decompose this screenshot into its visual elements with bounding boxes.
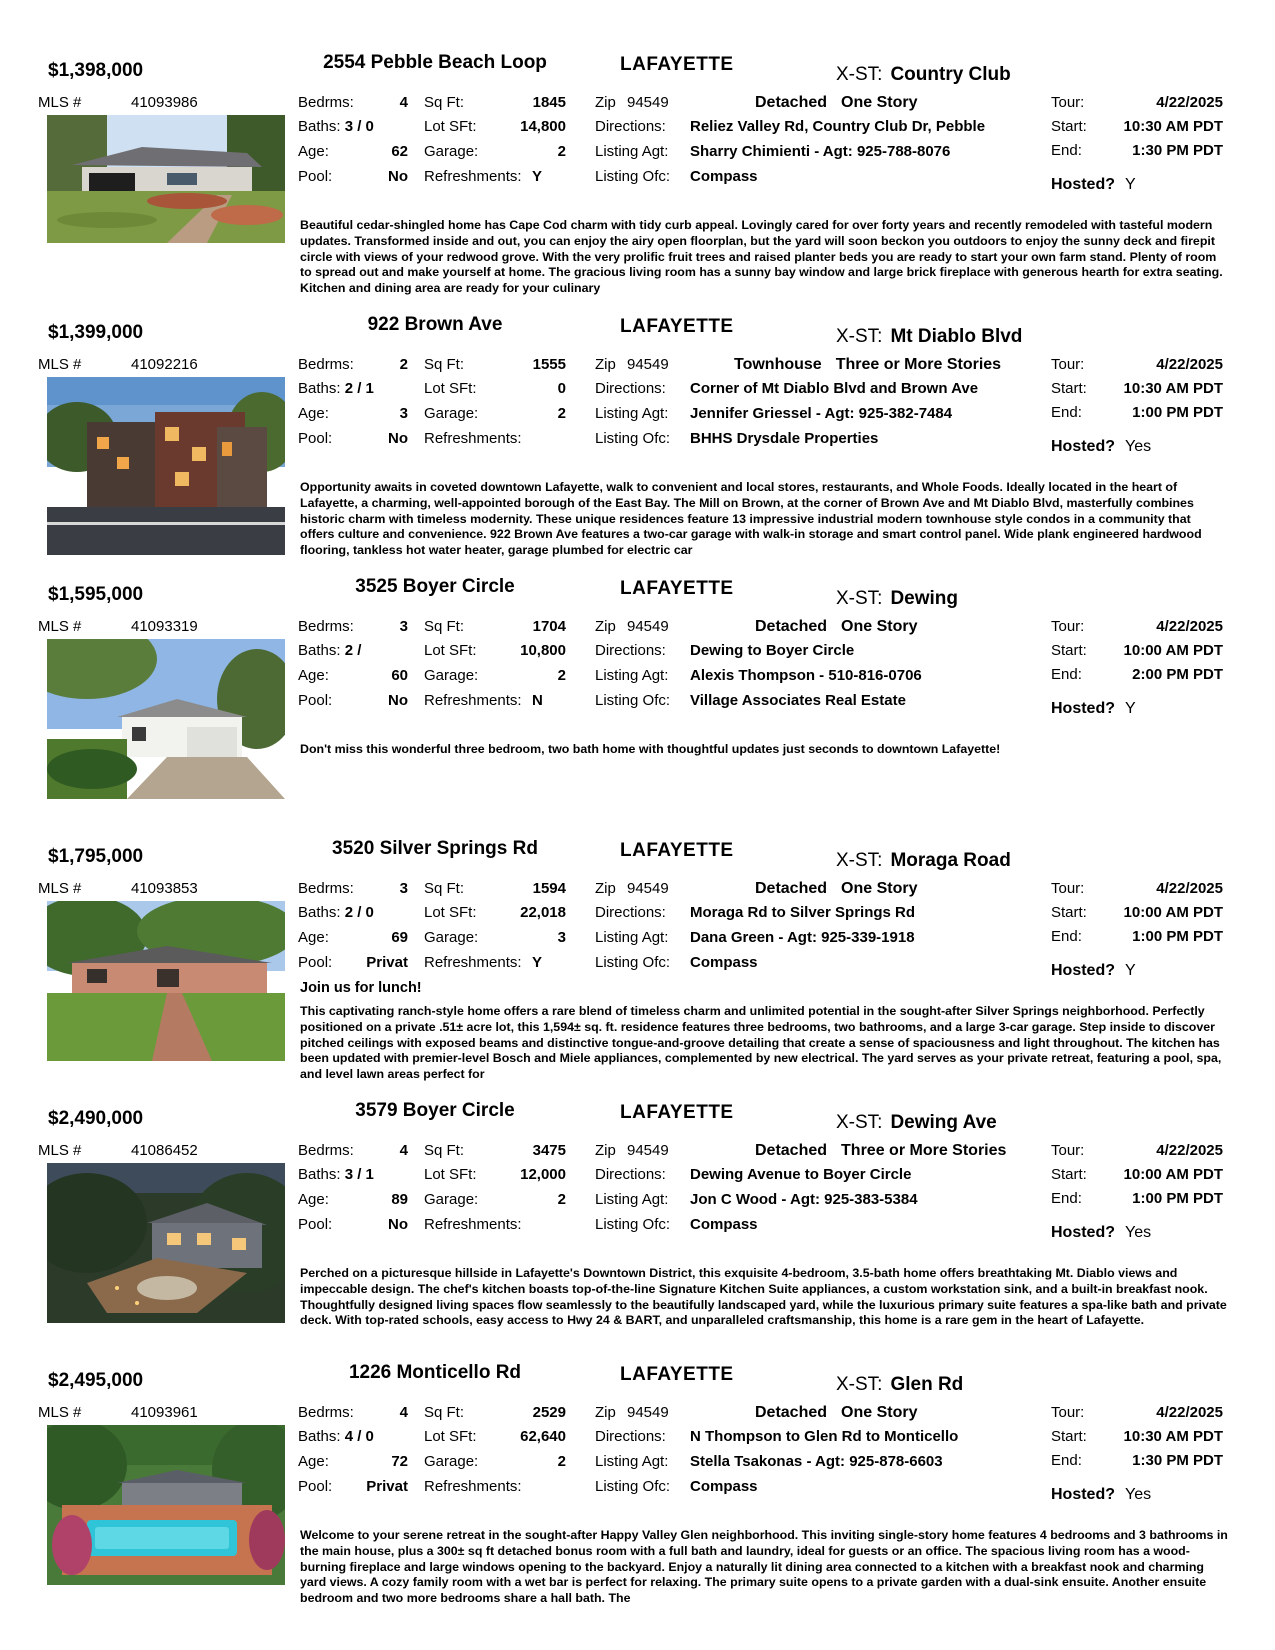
cross-street-value: Country Club	[890, 64, 1011, 85]
agent-label: Listing Agt:	[595, 1453, 669, 1470]
tour-date: 4/22/2025	[1156, 356, 1223, 373]
end-time: 1:00 PM PDT	[1132, 404, 1223, 421]
cross-street	[836, 326, 1022, 348]
listing-card	[0, 304, 1275, 566]
baths	[298, 118, 374, 135]
agent-value: Sharry Chimienti - Agt: 925-788-8076	[690, 143, 951, 160]
lot-value: 14,800	[520, 118, 566, 135]
listing-price: $1,398,000	[48, 60, 144, 81]
mls-number: 41093853	[131, 880, 198, 897]
age-label: Age:	[298, 1453, 329, 1470]
directions-value: Moraga Rd to Silver Springs Rd	[690, 904, 916, 921]
directions-label: Directions:	[595, 118, 666, 135]
zip-label: Zip	[595, 1142, 616, 1159]
listing-description: Perched on a picturesque hillside in Lafayette's Downtown District, this exquisite 4-bedroom, 3.5-bath home offers breathtaking Mt. Diablo views and impeccable design. The chef's kitchen boasts top-of-the-line Signature Kitchen Suite appliances, a custom workstation sink, and a built-in breakfast nook. Thoughtfully designed living spaces flow seamlessly to the beautifully landscaped yard, while the luxurious primary suite features a spa-like bath and private deck. With top-rated schools, easy access to Hwy 24 & BART, and unparalleled craftsmanship, this home is a rare gem in the heart of Lafayette.	[300, 1266, 1227, 1328]
end-label: End:	[1051, 142, 1082, 159]
garage-label: Garage:	[424, 1453, 479, 1470]
directions-label: Directions:	[595, 1166, 666, 1183]
listing-address: 3579 Boyer Circle	[355, 1100, 515, 1121]
listing-description: Don't miss this wonderful three bedroom, two bath home with thoughtful updates just seconds to downtown Lafayette!	[300, 742, 1001, 756]
tour-date: 4/22/2025	[1156, 1404, 1223, 1421]
bedrooms-value: 4	[399, 94, 408, 111]
baths-label: Baths:	[298, 642, 341, 659]
directions-value: Dewing to Boyer Circle	[690, 642, 855, 659]
listing-photo	[47, 115, 285, 243]
sqft-label: Sq Ft:	[424, 1404, 465, 1421]
listing-photo	[47, 377, 285, 555]
bedrooms-label: Bedrms:	[298, 880, 354, 897]
age-value: 72	[391, 1453, 408, 1470]
start-time: 10:30 AM PDT	[1123, 1428, 1223, 1445]
zip-value: 94549	[627, 1142, 669, 1159]
tour-label: Tour:	[1051, 1142, 1085, 1159]
listing-description: Welcome to your serene retreat in the sought-after Happy Valley Glen neighborhood. This inviting single-story home features 4 bedrooms and 3 bathrooms in the main house, plus a 300± sq ft detached bonus room with a full bath and laundry, ideal for guests or an office. The spacious living room has a wood-burning fireplace and large windows opening to the backyard. Enjoy a naturally lit dining area connected to a kitchen with a breakfast nook and charming yard views. A cozy family room with a wet bar is perfect for relaxing. The primary suite opens to a private garden with a dual-sink ensuite. Another ensuite bedroom and two more bedrooms share a hall bath. The	[300, 1528, 1228, 1606]
cross-street-label: X-ST:	[836, 64, 883, 85]
listing-description: Opportunity awaits in coveted downtown Lafayette, walk to convenient and local stores, restaurants, and Whole Foods. Ideally located in the heart of Lafayette, a charming, well-appointed borough of the East Bay. The Mill on Brown, at the corner of Brown Ave and Mt Diablo Blvd, masterfully combines historic charm with timeless modernity. These unique residences feature 13 impressive industrial modern townhouse style condos in a community that offers culture and convenience. 922 Brown Ave features a two-car garage with walk-in storage and smart control panel. Wide plank engineered hardwood flooring, tankless hot water heater, garage plumbed for electric car	[300, 480, 1202, 558]
end-label: End:	[1051, 1190, 1082, 1207]
lot-label: Lot SFt:	[424, 1428, 477, 1445]
zip-value: 94549	[627, 94, 669, 111]
start-time: 10:30 AM PDT	[1123, 380, 1223, 397]
age-value: 62	[391, 143, 408, 160]
office-label: Listing Ofc:	[595, 168, 671, 185]
mls-label: MLS #	[38, 1142, 82, 1159]
stories-value: One Story	[841, 1404, 918, 1421]
property-type-value: Detached	[755, 618, 828, 635]
office-label: Listing Ofc:	[595, 430, 671, 447]
stories-value: One Story	[841, 880, 918, 897]
property-type	[755, 94, 932, 112]
property-type-value: Detached	[755, 1404, 828, 1421]
tour-date: 4/22/2025	[1156, 618, 1223, 635]
zip-label: Zip	[595, 1404, 616, 1421]
sqft-label: Sq Ft:	[424, 1142, 465, 1159]
garage-value: 2	[557, 1191, 566, 1208]
listing-card	[0, 1352, 1275, 1614]
agent-label: Listing Agt:	[595, 405, 669, 422]
listing-photo	[47, 901, 285, 1061]
bedrooms-label: Bedrms:	[298, 94, 354, 111]
directions-label: Directions:	[595, 380, 666, 397]
garage-label: Garage:	[424, 929, 479, 946]
end-time: 1:30 PM PDT	[1132, 142, 1223, 159]
listing-photo	[47, 1425, 285, 1585]
office-value: Village Associates Real Estate	[690, 692, 906, 709]
hosted	[1051, 700, 1136, 718]
listing-price: $1,399,000	[48, 322, 144, 343]
end-time: 1:00 PM PDT	[1132, 1190, 1223, 1207]
lot-label: Lot SFt:	[424, 904, 477, 921]
cross-street	[836, 1374, 963, 1396]
mls-label: MLS #	[38, 880, 82, 897]
bedrooms-value: 3	[399, 618, 408, 635]
lot-value: 0	[557, 380, 566, 397]
sqft-value: 1704	[532, 618, 566, 635]
property-type-value: Detached	[755, 1142, 828, 1159]
office-label: Listing Ofc:	[595, 954, 671, 971]
hosted	[1051, 962, 1136, 980]
tour-label: Tour:	[1051, 618, 1085, 635]
sqft-value: 2529	[532, 1404, 566, 1421]
lot-label: Lot SFt:	[424, 642, 477, 659]
end-label: End:	[1051, 404, 1082, 421]
directions-label: Directions:	[595, 904, 666, 921]
bedrooms-label: Bedrms:	[298, 356, 354, 373]
refreshments-value: Y	[532, 954, 543, 971]
lot-value: 12,000	[520, 1166, 566, 1183]
mls-label: MLS #	[38, 1404, 82, 1421]
pool-value: No	[388, 1216, 408, 1233]
garage-value: 2	[557, 667, 566, 684]
baths	[298, 1428, 374, 1445]
listing-price: $1,795,000	[48, 846, 144, 867]
listing-price: $2,495,000	[48, 1370, 144, 1391]
tour-date: 4/22/2025	[1156, 1142, 1223, 1159]
office-label: Listing Ofc:	[595, 1478, 671, 1495]
listing-price: $2,490,000	[48, 1108, 144, 1129]
garage-value: 2	[557, 143, 566, 160]
hosted-label: Hosted?	[1051, 962, 1115, 979]
property-type	[755, 1142, 1020, 1160]
tour-label: Tour:	[1051, 356, 1085, 373]
end-time: 1:30 PM PDT	[1132, 1452, 1223, 1469]
zip-label: Zip	[595, 356, 616, 373]
start-label: Start:	[1051, 642, 1087, 659]
garage-label: Garage:	[424, 405, 479, 422]
end-label: End:	[1051, 666, 1082, 683]
directions-value: Corner of Mt Diablo Blvd and Brown Ave	[690, 380, 979, 397]
hosted-label: Hosted?	[1051, 1486, 1115, 1503]
age-label: Age:	[298, 667, 329, 684]
pool-value: Privat	[366, 954, 408, 971]
listing-address: 1226 Monticello Rd	[348, 1362, 522, 1383]
start-label: Start:	[1051, 904, 1087, 921]
pool-label: Pool:	[298, 430, 333, 447]
start-label: Start:	[1051, 1428, 1087, 1445]
bedrooms-value: 3	[399, 880, 408, 897]
cross-street-value: Dewing	[890, 588, 959, 609]
baths	[298, 380, 374, 397]
pool-value: No	[388, 430, 408, 447]
cross-street-label: X-ST:	[836, 588, 883, 609]
property-type-value: Detached	[755, 94, 828, 111]
bedrooms-label: Bedrms:	[298, 618, 354, 635]
garage-label: Garage:	[424, 667, 479, 684]
listing-card	[0, 828, 1275, 1090]
stories-value: One Story	[841, 94, 918, 111]
listing-photo	[47, 639, 285, 799]
listing-city: LAFAYETTE	[620, 1364, 734, 1385]
hosted-value: Yes	[1125, 1486, 1152, 1503]
start-time: 10:00 AM PDT	[1123, 642, 1223, 659]
bedrooms-label: Bedrms:	[298, 1142, 354, 1159]
baths-value: 2 / 0	[344, 904, 374, 921]
property-type-value: Townhouse	[734, 356, 822, 373]
zip-value: 94549	[627, 356, 669, 373]
agent-value: Jennifer Griessel - Agt: 925-382-7484	[690, 405, 953, 422]
sqft-value: 1845	[532, 94, 566, 111]
garage-value: 3	[557, 929, 566, 946]
hosted	[1051, 438, 1151, 456]
end-label: End:	[1051, 1452, 1082, 1469]
sqft-label: Sq Ft:	[424, 618, 465, 635]
lot-label: Lot SFt:	[424, 380, 477, 397]
office-value: Compass	[690, 168, 758, 185]
cross-street	[836, 588, 958, 610]
property-type	[734, 356, 1015, 374]
age-label: Age:	[298, 1191, 329, 1208]
hosted-label: Hosted?	[1051, 438, 1115, 455]
lot-value: 22,018	[520, 904, 566, 921]
age-value: 3	[399, 405, 408, 422]
mls-number: 41093319	[131, 618, 198, 635]
refreshments-value: Y	[532, 168, 543, 185]
stories-value: Three or More Stories	[835, 356, 1002, 373]
baths	[298, 904, 374, 921]
listing-address: 3525 Boyer Circle	[355, 576, 515, 597]
hosted-value: Y	[1125, 176, 1136, 193]
start-time: 10:00 AM PDT	[1123, 1166, 1223, 1183]
pool-label: Pool:	[298, 692, 333, 709]
garage-value: 2	[557, 405, 566, 422]
cross-street-value: Moraga Road	[890, 850, 1011, 871]
hosted-value: Yes	[1125, 438, 1152, 455]
agent-label: Listing Agt:	[595, 1191, 669, 1208]
directions-label: Directions:	[595, 1428, 666, 1445]
lot-label: Lot SFt:	[424, 118, 477, 135]
start-label: Start:	[1051, 118, 1087, 135]
start-time: 10:00 AM PDT	[1123, 904, 1223, 921]
pool-value: No	[388, 168, 408, 185]
listing-city: LAFAYETTE	[620, 316, 734, 337]
listing-city: LAFAYETTE	[620, 54, 734, 75]
age-value: 89	[391, 1191, 408, 1208]
refreshments-label: Refreshments:	[424, 168, 522, 185]
refreshments-label: Refreshments:	[424, 1478, 522, 1495]
cross-street	[836, 64, 1011, 86]
refreshments-value: N	[532, 692, 543, 709]
refreshments-label: Refreshments:	[424, 430, 522, 447]
cross-street	[836, 850, 1011, 872]
tour-date: 4/22/2025	[1156, 94, 1223, 111]
baths-value: 2 /	[344, 642, 362, 659]
listing-city: LAFAYETTE	[620, 1102, 734, 1123]
refreshments-label: Refreshments:	[424, 1216, 522, 1233]
hosted-label: Hosted?	[1051, 176, 1115, 193]
bedrooms-value: 2	[399, 356, 408, 373]
garage-value: 2	[557, 1453, 566, 1470]
listing-city: LAFAYETTE	[620, 578, 734, 599]
stories-value: Three or More Stories	[841, 1142, 1007, 1159]
bedrooms-value: 4	[399, 1404, 408, 1421]
property-type	[755, 1404, 932, 1422]
office-value: Compass	[690, 1478, 758, 1495]
listing-address: 2554 Pebble Beach Loop	[323, 52, 547, 73]
directions-value: N Thompson to Glen Rd to Monticello	[690, 1428, 959, 1445]
sqft-label: Sq Ft:	[424, 356, 465, 373]
cross-street	[836, 1112, 997, 1134]
bedrooms-value: 4	[399, 1142, 408, 1159]
tour-label: Tour:	[1051, 880, 1085, 897]
listing-photo	[47, 1163, 285, 1323]
lot-value: 62,640	[520, 1428, 566, 1445]
mls-label: MLS #	[38, 618, 82, 635]
refreshments-label: Refreshments:	[424, 692, 522, 709]
sqft-value: 1594	[532, 880, 566, 897]
mls-number: 41093986	[131, 94, 198, 111]
office-value: Compass	[690, 954, 758, 971]
baths-label: Baths:	[298, 904, 341, 921]
listing-description: Beautiful cedar-shingled home has Cape Cod charm with tidy curb appeal. Lovingly cared for over forty years and recently remodeled with tasteful modern updates. Transformed inside and out, you can enjoy the airy open floorplan, but the yard will soon beckon you outdoors to enjoy the sunny deck and firepit circle with views of your redwood grove. With the very prolific fruit trees and raised planter beds you are ready to start your own farm stand. Plenty of room to spread out and make yourself at home. The gracious living room has a sunny bay window and large brick fireplace with generous hearth for extra seating. Kitchen and dining area are ready for your culinary	[300, 218, 1223, 296]
baths-label: Baths:	[298, 380, 341, 397]
zip-value: 94549	[627, 618, 669, 635]
baths-value: 4 / 0	[344, 1428, 374, 1445]
tour-label: Tour:	[1051, 1404, 1085, 1421]
property-type	[755, 880, 932, 898]
baths-value: 3 / 0	[344, 118, 374, 135]
property-type-value: Detached	[755, 880, 828, 897]
pool-label: Pool:	[298, 1478, 333, 1495]
lot-value: 10,800	[520, 642, 566, 659]
start-label: Start:	[1051, 380, 1087, 397]
listing-note: Join us for lunch!	[300, 980, 422, 996]
sqft-label: Sq Ft:	[424, 94, 465, 111]
refreshments-label: Refreshments:	[424, 954, 522, 971]
mls-number: 41092216	[131, 356, 198, 373]
listing-card	[0, 1090, 1275, 1352]
tour-date: 4/22/2025	[1156, 880, 1223, 897]
start-time: 10:30 AM PDT	[1123, 118, 1223, 135]
pool-value: Privat	[366, 1478, 408, 1495]
agent-label: Listing Agt:	[595, 929, 669, 946]
age-label: Age:	[298, 143, 329, 160]
baths	[298, 1166, 374, 1183]
agent-value: Stella Tsakonas - Agt: 925-878-6603	[690, 1453, 943, 1470]
start-label: Start:	[1051, 1166, 1087, 1183]
office-value: BHHS Drysdale Properties	[690, 430, 879, 447]
age-value: 60	[391, 667, 408, 684]
agent-label: Listing Agt:	[595, 143, 669, 160]
property-type	[755, 618, 932, 636]
end-time: 2:00 PM PDT	[1132, 666, 1223, 683]
pool-value: No	[388, 692, 408, 709]
agent-label: Listing Agt:	[595, 667, 669, 684]
mls-number: 41086452	[131, 1142, 198, 1159]
pool-label: Pool:	[298, 1216, 333, 1233]
end-time: 1:00 PM PDT	[1132, 928, 1223, 945]
hosted-value: Yes	[1125, 1224, 1152, 1241]
office-label: Listing Ofc:	[595, 1216, 671, 1233]
mls-number: 41093961	[131, 1404, 198, 1421]
sqft-value: 1555	[532, 356, 566, 373]
hosted-value: Y	[1125, 962, 1136, 979]
hosted-label: Hosted?	[1051, 1224, 1115, 1241]
baths-label: Baths:	[298, 1428, 341, 1445]
hosted	[1051, 1224, 1151, 1242]
mls-label: MLS #	[38, 356, 82, 373]
garage-label: Garage:	[424, 143, 479, 160]
baths-value: 2 / 1	[344, 380, 374, 397]
listing-card	[0, 566, 1275, 828]
office-label: Listing Ofc:	[595, 692, 671, 709]
stories-value: One Story	[841, 618, 918, 635]
cross-street-label: X-ST:	[836, 1374, 883, 1395]
agent-value: Alexis Thompson - 510-816-0706	[690, 667, 922, 684]
lot-label: Lot SFt:	[424, 1166, 477, 1183]
listing-address: 3520 Silver Springs Rd	[332, 838, 538, 859]
directions-value: Reliez Valley Rd, Country Club Dr, Pebble	[690, 118, 986, 135]
hosted	[1051, 176, 1136, 194]
directions-value: Dewing Avenue to Boyer Circle	[690, 1166, 912, 1183]
agent-value: Jon C Wood - Agt: 925-383-5384	[690, 1191, 918, 1208]
listing-city: LAFAYETTE	[620, 840, 734, 861]
bedrooms-label: Bedrms:	[298, 1404, 354, 1421]
listing-description: This captivating ranch-style home offers a rare blend of timeless charm and unlimited potential in the sought-after Silver Springs neighborhood. Perfectly positioned on a private .51± acre lot, this 1,594± sq. ft. residence features three bedrooms, two bathrooms, and a large 3-car garage. Step inside to discover pitched ceilings with exposed beams and distinctive tongue-and-groove detailing that create a sense of spaciousness and light throughout. The kitchen has been updated with premier-level Bosch and Miele appliances, complemented by new electrical. The yard serves as your private retreat, featuring a pool, spa, and level lawn areas perfect for	[300, 1004, 1222, 1082]
cross-street-label: X-ST:	[836, 1112, 883, 1133]
mls-label: MLS #	[38, 94, 82, 111]
baths-label: Baths:	[298, 118, 341, 135]
agent-value: Dana Green - Agt: 925-339-1918	[690, 929, 915, 946]
cross-street-value: Dewing Ave	[890, 1112, 997, 1133]
baths-label: Baths:	[298, 1166, 341, 1183]
hosted-value: Y	[1125, 700, 1136, 717]
age-label: Age:	[298, 405, 329, 422]
cross-street-label: X-ST:	[836, 326, 883, 347]
office-value: Compass	[690, 1216, 758, 1233]
listing-price: $1,595,000	[48, 584, 144, 605]
pool-label: Pool:	[298, 168, 333, 185]
listing-address: 922 Brown Ave	[367, 314, 503, 335]
hosted-label: Hosted?	[1051, 700, 1115, 717]
zip-label: Zip	[595, 880, 616, 897]
age-value: 69	[391, 929, 408, 946]
pool-label: Pool:	[298, 954, 333, 971]
cross-street-value: Glen Rd	[890, 1374, 964, 1395]
zip-label: Zip	[595, 618, 616, 635]
sqft-value: 3475	[532, 1142, 566, 1159]
garage-label: Garage:	[424, 1191, 479, 1208]
hosted	[1051, 1486, 1151, 1504]
baths	[298, 642, 361, 659]
cross-street-label: X-ST:	[836, 850, 883, 871]
tour-label: Tour:	[1051, 94, 1085, 111]
zip-label: Zip	[595, 94, 616, 111]
zip-value: 94549	[627, 880, 669, 897]
directions-label: Directions:	[595, 642, 666, 659]
zip-value: 94549	[627, 1404, 669, 1421]
listing-card	[0, 42, 1275, 304]
baths-value: 3 / 1	[344, 1166, 374, 1183]
sqft-label: Sq Ft:	[424, 880, 465, 897]
age-label: Age:	[298, 929, 329, 946]
end-label: End:	[1051, 928, 1082, 945]
cross-street-value: Mt Diablo Blvd	[890, 326, 1023, 347]
